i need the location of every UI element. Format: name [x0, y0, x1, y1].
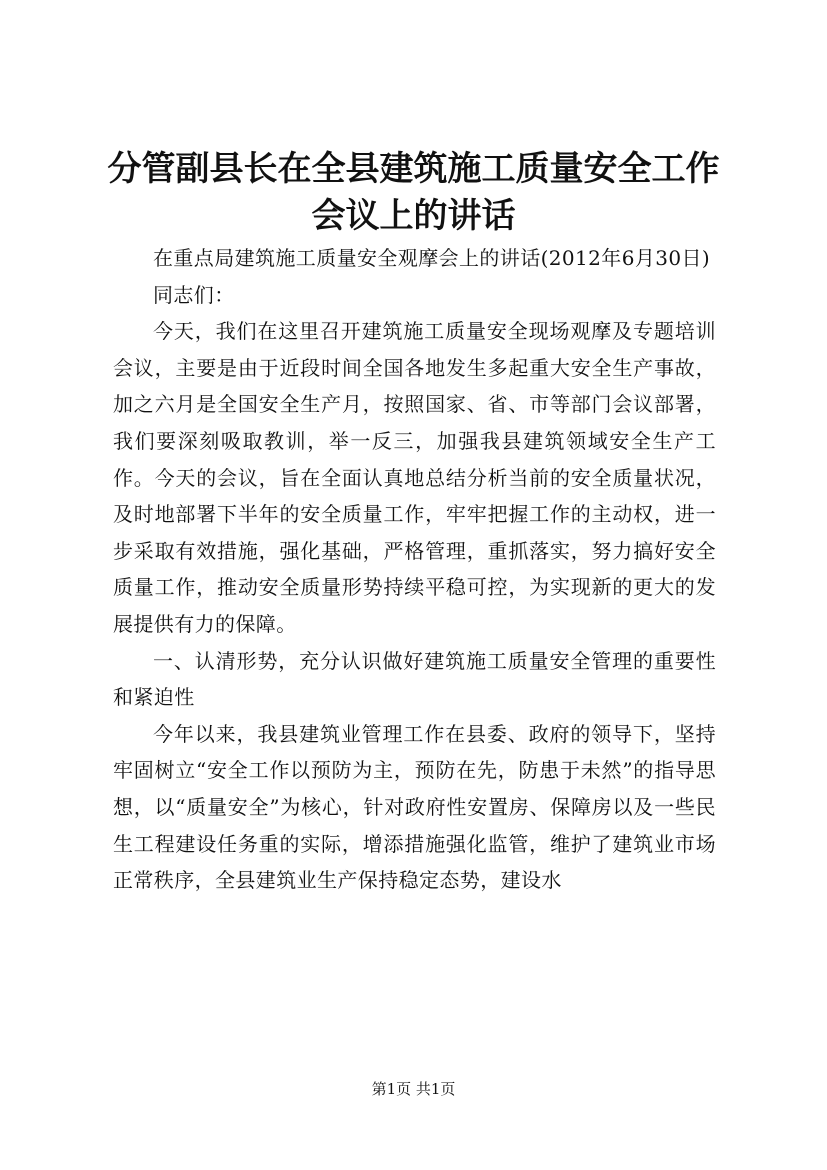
- section-heading-1: 一、认清形势，充分认识做好建筑施工质量安全管理的重要性和紧迫性: [113, 648, 716, 710]
- section-1-paragraph: 今年以来，我县建筑业管理工作在县委、政府的领导下，坚持牢固树立“安全工作以预防为主，预防在先，防患于未然”的指导思想，以“质量安全”为核心，针对政府性安置房、保障房以及一些民生工程建设任务重的实际，增添措施强化监管，维护了建筑业市场正常秩序，全县建筑业生产保持稳定态势，建设水: [113, 721, 716, 893]
- page-footer: 第1页 共1页: [371, 1080, 456, 1098]
- document-title: 分管副县长在全县建筑施工质量安全工作会议上的讲话: [107, 149, 720, 236]
- document-body: [113, 240, 716, 899]
- speech-subtitle-paragraph: 在重点局建筑施工质量安全观摩会上的讲话(2012年6月30日): [153, 246, 711, 270]
- salutation-paragraph: 同志们：: [153, 282, 235, 307]
- intro-paragraph: 今天，我们在这里召开建筑施工质量安全现场观摩及专题培训会议，主要是由于近段时间全国各地发生多起重大安全生产事故，加之六月是全国安全生产月，按照国家、省、市等部门会议部署，我们要深刻吸取教训，举一反三，加强我县建筑领域安全生产工作。今天的会议，旨在全面认真地总结分析当前的安全质量状况，及时地部署下半年的安全质量工作，牢牢把握工作的主动权，进一步采取有效措施，强化基础，严格管理，重抓落实，努力搞好安全质量工作，推动安全质量形势持续平稳可控，为实现新的更大的发展提供有力的保障。: [113, 319, 716, 636]
